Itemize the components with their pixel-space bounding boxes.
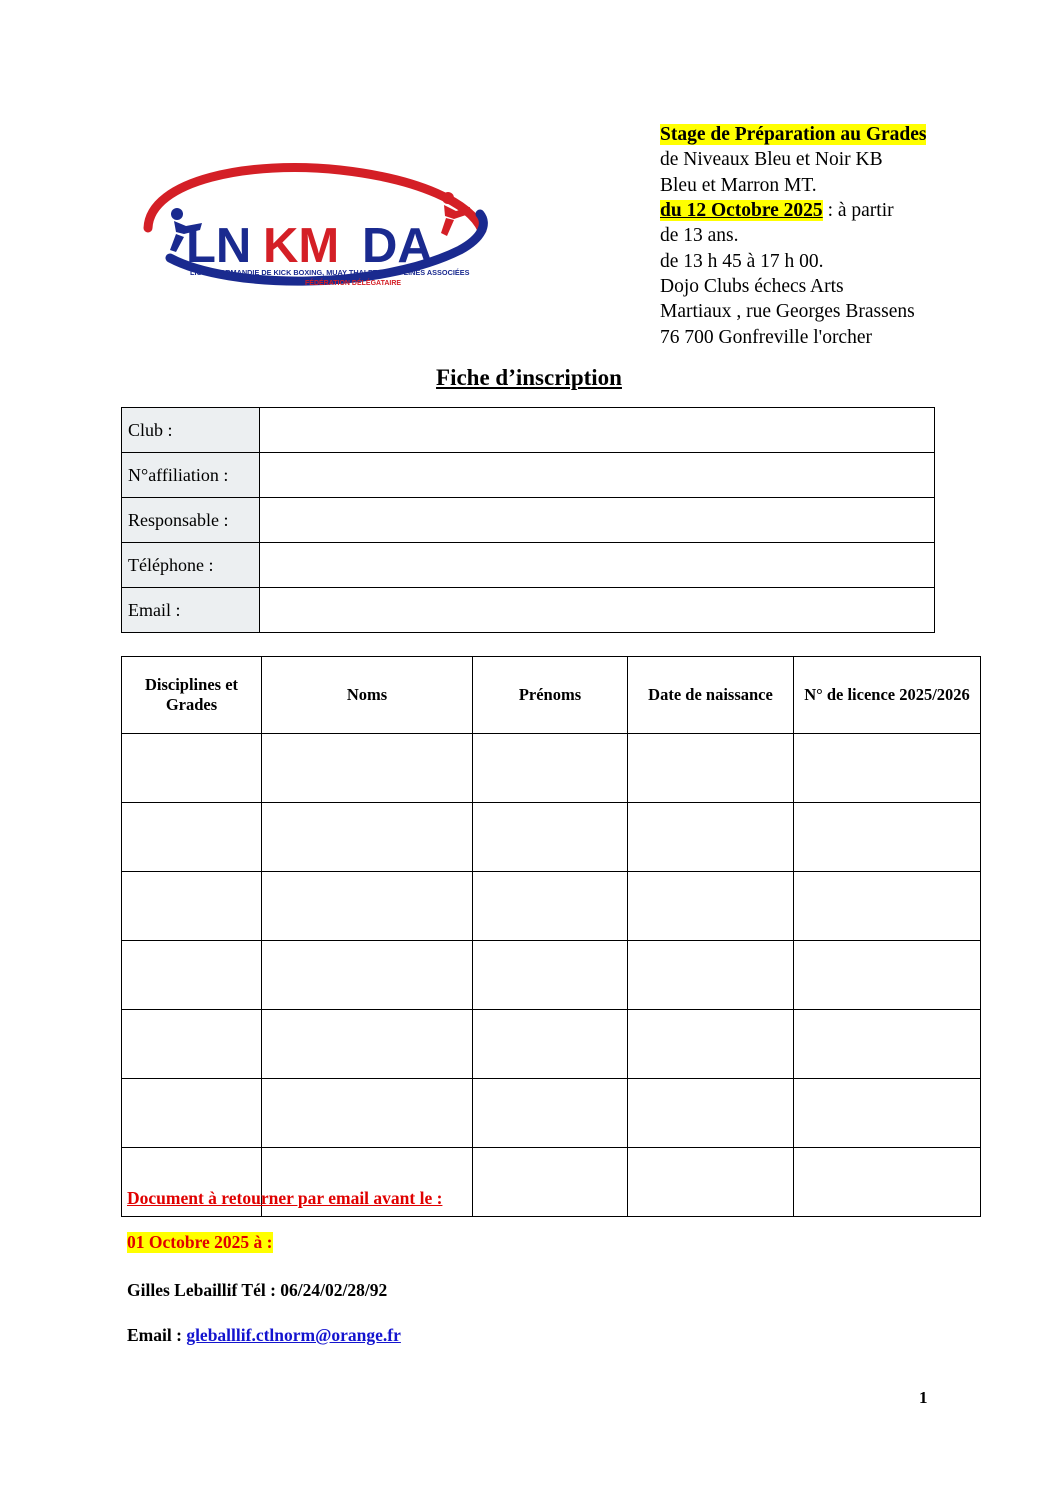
cell-date-naissance[interactable] — [628, 1079, 794, 1148]
contact-name: Gilles Lebaillif Tél : 06/24/02/28/92 — [127, 1280, 388, 1300]
cell-noms[interactable] — [262, 803, 473, 872]
return-notice: Document à retourner par email avant le : — [127, 1188, 443, 1208]
cell-licence[interactable] — [794, 1148, 981, 1217]
cell-disciplines[interactable] — [122, 803, 262, 872]
cell-disciplines[interactable] — [122, 734, 262, 803]
cell-date-naissance[interactable] — [628, 803, 794, 872]
event-venue-2: Martiaux , rue Georges Brassens — [660, 301, 915, 323]
event-levels-2: Bleu et Marron MT. — [660, 174, 817, 196]
cell-date-naissance[interactable] — [628, 872, 794, 941]
cell-licence[interactable] — [794, 872, 981, 941]
column-header-prenoms: Prénoms — [473, 657, 628, 734]
table-row — [122, 1010, 981, 1079]
table-row — [122, 408, 935, 453]
contact-email-line — [127, 1325, 401, 1346]
cell-prenoms[interactable] — [473, 803, 628, 872]
cell-disciplines[interactable] — [122, 941, 262, 1010]
club-info-table — [121, 407, 935, 633]
field-input-telephone[interactable] — [260, 543, 935, 588]
cell-prenoms[interactable] — [473, 1079, 628, 1148]
table-row — [122, 498, 935, 543]
event-title: Stage de Préparation au Grades — [660, 124, 927, 145]
table-row — [122, 872, 981, 941]
field-input-email[interactable] — [260, 588, 935, 633]
deadline-date: 01 Octobre 2025 à : — [127, 1232, 273, 1252]
table-header-row — [122, 657, 981, 734]
svg-text:KM: KM — [263, 219, 340, 273]
event-venue-3: 76 700 Gonfreville l'orcher — [660, 326, 872, 348]
page-number: 1 — [919, 1388, 928, 1407]
event-hours: de 13 h 45 à 17 h 00. — [660, 250, 824, 272]
field-label-club: Club : — [122, 408, 260, 453]
cell-disciplines[interactable] — [122, 1010, 262, 1079]
event-venue-1: Dojo Clubs échecs Arts — [660, 276, 844, 298]
column-header-date-naissance: Date de naissance — [628, 657, 794, 734]
cell-date-naissance[interactable] — [628, 941, 794, 1010]
cell-prenoms[interactable] — [473, 1148, 628, 1217]
cell-noms[interactable] — [262, 872, 473, 941]
cell-noms[interactable] — [262, 941, 473, 1010]
participants-table — [121, 656, 981, 1217]
table-row — [122, 453, 935, 498]
cell-licence[interactable] — [794, 1010, 981, 1079]
cell-noms[interactable] — [262, 1079, 473, 1148]
field-input-affiliation[interactable] — [260, 453, 935, 498]
svg-text:LIGUE NORMANDIE DE KICK BOXING: LIGUE NORMANDIE DE KICK BOXING, MUAY THAI ET DISCIPLINES ASSOCIÉES — [190, 268, 470, 277]
event-levels-1: de Niveaux Bleu et Noir KB — [660, 149, 883, 171]
field-label-email: Email : — [122, 588, 260, 633]
email-label: Email : — [127, 1325, 187, 1345]
cell-licence[interactable] — [794, 1079, 981, 1148]
cell-prenoms[interactable] — [473, 734, 628, 803]
cell-date-naissance[interactable] — [628, 1010, 794, 1079]
svg-text:FÉDÉRATION DÉLÉGATAIRE: FÉDÉRATION DÉLÉGATAIRE — [305, 280, 402, 287]
column-header-noms: Noms — [262, 657, 473, 734]
field-input-responsable[interactable] — [260, 498, 935, 543]
cell-licence[interactable] — [794, 941, 981, 1010]
svg-text:LN: LN — [186, 219, 252, 273]
page-title: Fiche d’inscription — [436, 365, 622, 390]
table-row — [122, 941, 981, 1010]
svg-text:DA: DA — [362, 219, 433, 273]
column-header-licence: N° de licence 2025/2026 — [794, 657, 981, 734]
cell-licence[interactable] — [794, 734, 981, 803]
column-header-disciplines: Disciplines et Grades — [122, 657, 262, 734]
event-date-suffix: : à partir — [822, 200, 894, 222]
table-row — [122, 1079, 981, 1148]
cell-prenoms[interactable] — [473, 872, 628, 941]
cell-prenoms[interactable] — [473, 1010, 628, 1079]
table-row — [122, 803, 981, 872]
event-date: du 12 Octobre 2025 — [660, 200, 823, 222]
cell-disciplines[interactable] — [122, 1079, 262, 1148]
lnkmda-logo — [130, 158, 500, 293]
cell-licence[interactable] — [794, 803, 981, 872]
field-label-responsable: Responsable : — [122, 498, 260, 543]
table-row — [122, 734, 981, 803]
email-link[interactable]: gleballlif.ctlnorm@orange.fr — [186, 1325, 401, 1345]
cell-noms[interactable] — [262, 734, 473, 803]
event-details — [660, 122, 990, 350]
cell-noms[interactable] — [262, 1010, 473, 1079]
field-label-affiliation: N°affiliation : — [122, 453, 260, 498]
cell-disciplines[interactable] — [122, 872, 262, 941]
cell-date-naissance[interactable] — [628, 1148, 794, 1217]
field-input-club[interactable] — [260, 408, 935, 453]
table-row — [122, 543, 935, 588]
cell-date-naissance[interactable] — [628, 734, 794, 803]
field-label-telephone: Téléphone : — [122, 543, 260, 588]
cell-prenoms[interactable] — [473, 941, 628, 1010]
document-header — [0, 108, 1058, 348]
table-row — [122, 588, 935, 633]
event-age: de 13 ans. — [660, 225, 739, 247]
